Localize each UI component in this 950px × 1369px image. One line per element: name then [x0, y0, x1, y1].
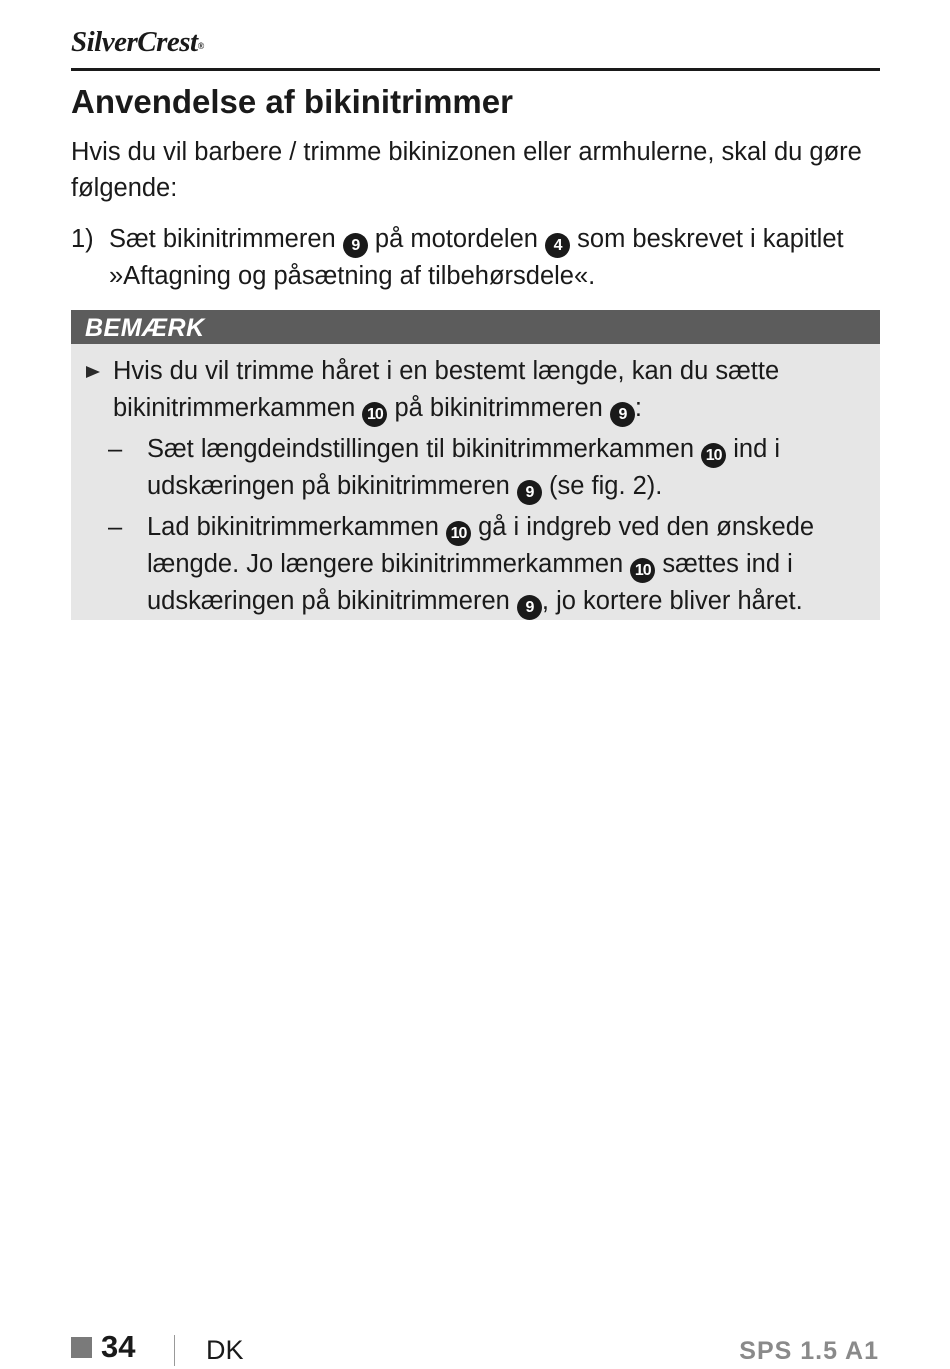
dash-text-part: , jo kortere bliver håret. [541, 587, 803, 615]
step-text-part: på motordelen [374, 225, 538, 253]
step-number: 1) [71, 225, 94, 253]
language-code: DK [206, 1335, 244, 1365]
ref-badge-bikini-trimmer: 9 [343, 233, 368, 258]
step-text [109, 221, 880, 295]
page-number: 34 [101, 1329, 136, 1364]
note-header [71, 310, 880, 344]
registered-mark: ® [197, 41, 204, 51]
note-box [71, 310, 880, 620]
step-text-part: som beskrevet i kapitlet »Aftagning og påsætning af tilbehørsdele«. [109, 225, 844, 290]
dash-text-part: Sæt længdeindstillingen til bikinitrimmerkammen [147, 435, 695, 463]
brand-name: SilverCrest [71, 26, 198, 58]
page-title: Anvendelse af bikinitrimmer [71, 83, 513, 120]
note-bullet [71, 353, 880, 427]
dash-mark: – [108, 513, 123, 541]
dash-text-part: (se fig. 2). [549, 472, 663, 500]
ref-badge-motor-unit: 4 [545, 233, 570, 258]
ref-badge-comb: 10 [630, 558, 655, 583]
note-title: BEMÆRK [85, 314, 205, 342]
footer-separator [174, 1335, 175, 1366]
dash-text-part: ind i udskæringen på bikinitrimmeren [147, 435, 781, 500]
ref-badge-comb: 10 [446, 521, 471, 546]
ref-badge-comb: 10 [362, 402, 387, 427]
dash-text-part: Lad bikinitrimmerkammen [147, 513, 439, 541]
bullet-text-part: Hvis du vil trimme håret i en bestemt længde, kan du sætte bikinitrimmerkammen [113, 357, 780, 422]
ref-badge-bikini-trimmer: 9 [517, 595, 542, 620]
ref-badge-comb: 10 [701, 443, 726, 468]
note-body [71, 353, 880, 620]
bullet-text-part: på bikinitrimmeren [394, 394, 603, 422]
ref-badge-bikini-trimmer: 9 [610, 402, 635, 427]
dash-text-part: gå i indgreb ved den ønskede længde. Jo længere bikinitrimmerkammen [147, 513, 815, 578]
intro-paragraph: Hvis du vil barbere / trimme bikinizonen eller armhulerne, skal du gøre følgende: [71, 138, 862, 202]
bullet-text-part: : [634, 394, 642, 422]
note-dash-item-2 [71, 509, 880, 620]
step-1 [71, 221, 880, 295]
arrow-bullet-icon [86, 366, 100, 378]
dash-text-part: sættes ind i udskæringen på bikinitrimmeren [147, 550, 793, 615]
model-number: SPS 1.5 A1 [739, 1337, 879, 1365]
brand-logo [71, 24, 204, 60]
ref-badge-bikini-trimmer: 9 [517, 480, 542, 505]
step-text-part: Sæt bikinitrimmeren [109, 225, 336, 253]
footer-square-marker [71, 1337, 92, 1358]
header-rule [71, 68, 880, 71]
note-dash-item-1 [71, 431, 880, 505]
dash-mark: – [108, 435, 123, 463]
